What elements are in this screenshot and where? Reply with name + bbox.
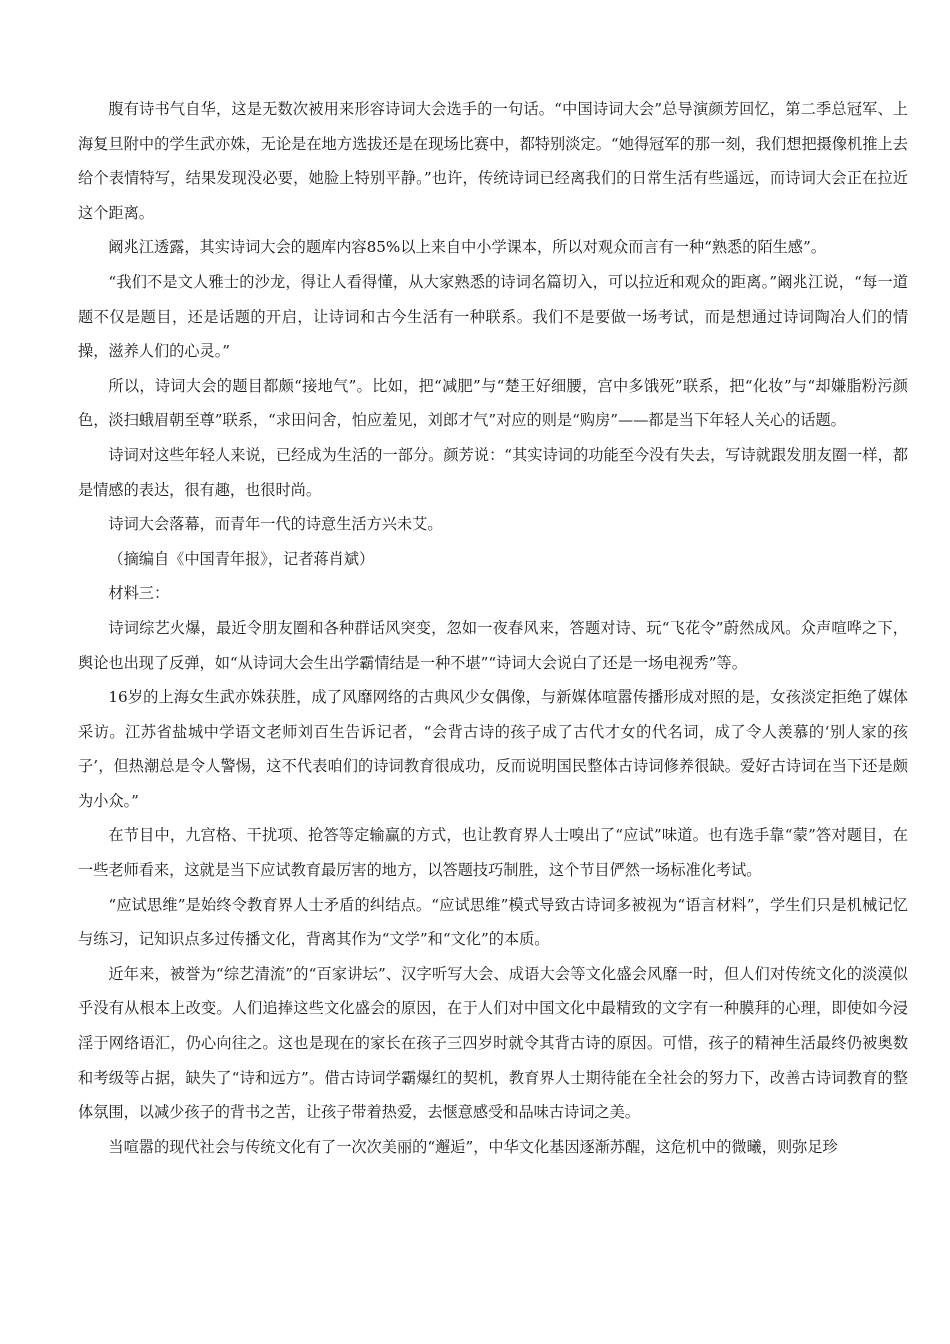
- paragraph-5: 诗词对这些年轻人来说，已经成为生活的一部分。颜芳说：“其实诗词的功能至今没有失去，写诗就跟发朋友圈一样，都是情感的表达，很有趣，也很时尚。: [78, 445, 908, 499]
- paragraph-1: 腹有诗书气自华，这是无数次被用来形容诗词大会选手的一句话。“中国诗词大会”总导演颜芳回忆，第二季总冠军、上海复旦附中的学生武亦姝，无论是在地方选拔还是在现场比赛中，都特别淡定。“她得冠军的那一刻，我们想把摄像机推上去给个表情特写，结果发现没必要，她脸上特别平静。”也许，传统诗词已经离我们的日常生活有些遥远，而诗词大会正在拉近这个距离。: [78, 100, 908, 222]
- paragraph-7: 诗词综艺火爆，最近令朋友圈和各种群话风突变，忽如一夜春风来，答题对诗、玩“飞花令”蔚然成风。众声喧哗之下，舆论也出现了反弹，如“从诗词大会生出学霸情结是一种不堪”“诗词大会说白了还是一场电视秀”等。: [78, 618, 908, 672]
- section-heading-material-3: 材料三：: [108, 584, 170, 603]
- paragraph-2: 阚兆江透露，其实诗词大会的题库内容85%以上来自中小学课本，所以对观众而言有一种“熟悉的陌生感”。: [108, 238, 826, 257]
- paragraph-6: 诗词大会落幕，而青年一代的诗意生活方兴未艾。: [108, 515, 443, 534]
- paragraph-9: 在节目中，九宫格、干扰项、抢答等定输赢的方式，也让教育界人士嗅出了“应试”味道。也有选手靠“蒙”答对题目，在一些老师看来，这就是当下应试教育最厉害的地方，以答题技巧制胜，这个节目俨然一场标准化考试。: [78, 826, 908, 880]
- paragraph-12: 当喧嚣的现代社会与传统文化有了一次次美丽的“邂逅”，中华文化基因逐渐苏醒，这危机中的微曦，则弥足珍: [108, 1137, 838, 1156]
- document-body: [78, 92, 908, 1164]
- paragraph-8: 16岁的上海女生武亦姝获胜，成了风靡网络的古典风少女偶像，与新媒体喧嚣传播形成对照的是，女孩淡定拒绝了媒体采访。江苏省盐城中学语文老师刘百生告诉记者，“会背古诗的孩子成了古代才女的代名词，成了令人羡慕的‘别人家的孩子’，但热潮总是令人警惕，这不代表咱们的诗词教育很成功，反而说明国民整体古诗词修养很缺。爱好古诗词在当下还是颇为小众。”: [78, 688, 908, 810]
- paragraph-4: 所以，诗词大会的题目都颇“接地气”。比如，把“减肥”与“楚王好细腰，宫中多饿死”联系，把“化妆”与“却嫌脂粉污颜色，淡扫蛾眉朝至尊”联系，“求田问舍，怕应羞见，刘郎才气”对应的则是“购房”——都是当下年轻人关心的话题。: [78, 376, 908, 430]
- source-citation: （摘编自《中国青年报》，记者蒋肖斌）: [108, 549, 375, 568]
- paragraph-3: “我们不是文人雅士的沙龙，得让人看得懂，从大家熟悉的诗词名篇切入，可以拉近和观众的距离。”阚兆江说，“每一道题不仅是题目，还是话题的开启，让诗词和古今生活有一种联系。我们不是要做一场考试，而是想通过诗词陶冶人们的情操，滋养人们的心灵。”: [78, 272, 908, 361]
- paragraph-11: 近年来，被誉为“综艺清流”的“百家讲坛”、汉字听写大会、成语大会等文化盛会风靡一时，但人们对传统文化的淡漠似乎没有从根本上改变。人们追捧这些文化盛会的原因，在于人们对中国文化中最精致的文字有一种膜拜的心理，即使如今浸淫于网络语汇，仍心向往之。这也是现在的家长在孩子三四岁时就令其背古诗的原因。可惜，孩子的精神生活最终仍被奥数和考级等占据，缺失了“诗和远方”。借古诗词学霸爆红的契机，教育界人士期待能在全社会的努力下，改善古诗词教育的整体氛围，以减少孩子的背书之苦，让孩子带着热爱，去惬意感受和品味古诗词之美。: [78, 964, 908, 1122]
- paragraph-10: “应试思维”是始终令教育界人士矛盾的纠结点。“应试思维”模式导致古诗词多被视为“语言材料”，学生们只是机械记忆与练习，记知识点多过传播文化，背离其作为“文学”和“文化”的本质。: [78, 895, 908, 949]
